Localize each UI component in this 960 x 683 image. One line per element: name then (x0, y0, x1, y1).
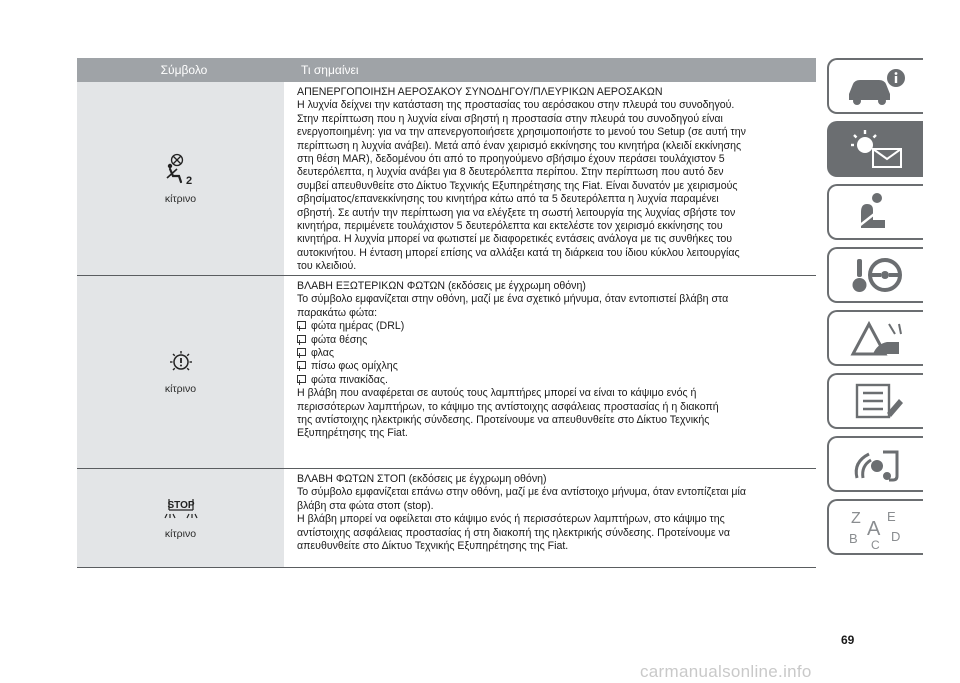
text-line: Στην περίπτωση που η λυχνία είναι σβηστή η προστασία στην πλευρά του συνοδηγού είναι (297, 112, 723, 125)
text-line: βλάβη στα φώτα στοπ (stop). (297, 499, 434, 512)
text-line: Το σύμβολο εμφανίζεται στην οθόνη, μαζί με ένα σχετικό μήνυμα, όταν εντοπιστεί βλάβη στα (297, 293, 729, 306)
meaning-cell (284, 469, 816, 567)
text-line: απευθυνθείτε στο Δίκτυο Τεχνικής Εξυπηρέτησης της Fiat. (297, 540, 569, 553)
row-title: ΒΛΑΒΗ ΦΩΤΩΝ ΣΤΟΠ (εκδόσεις με έγχρωμη οθόνη) (297, 473, 547, 485)
chapter-tabs (827, 58, 923, 562)
header-meaning: Τι σημαίνει (301, 63, 359, 77)
svg-text:C: C (871, 538, 880, 549)
text-line: αυτοκινήτου. Η ένταση μπορεί επίσης να αλλάξει κατά τη διάρκεια του ίδιου κύκλου λειτουργίας (297, 246, 740, 259)
text-line: του κλειδιού. (297, 260, 357, 273)
watermark: carmanualsonline.info (640, 662, 812, 681)
bullet-icon (297, 375, 306, 383)
list-item: πίσω φως ομίχλης (297, 360, 812, 373)
symbol-cell (77, 82, 284, 275)
hazard-emergency-icon (843, 316, 909, 360)
meaning-cell (284, 82, 816, 275)
tab-index[interactable] (827, 499, 923, 555)
multimedia-satellite-icon (843, 442, 909, 486)
airbag-off-passenger-icon (164, 152, 198, 191)
list-item: φώτα ημέρας (DRL) (297, 320, 812, 333)
svg-text:2: 2 (185, 175, 192, 186)
stop-lights-failure-icon (161, 497, 201, 526)
bullet-icon (297, 335, 306, 343)
stop-icon-label: STOP (166, 499, 195, 511)
meaning-cell (284, 276, 816, 468)
bullet-icon (297, 348, 306, 356)
text-line: περισσότερων λαμπτήρων, το κάψιμο της αντίστοιχης ασφάλειας προστασίας ή η διακοπή (297, 400, 719, 413)
warning-lights-table (77, 58, 816, 568)
text-line: Το σύμβολο εμφανίζεται επάνω στην οθόνη, μαζί με ένα αντίστοιχο μήνυμα, όταν εντοπίζεται μία (297, 486, 746, 499)
svg-text:E: E (887, 509, 896, 524)
text-line: Η βλάβη μπορεί να οφείλεται στο κάψιμο ενός ή περισσότερων λαμπτήρων, στο κάψιμο της (297, 513, 725, 526)
bullet-icon (297, 321, 306, 329)
tab-multimedia[interactable] (827, 436, 923, 492)
svg-text:Z: Z (851, 510, 861, 527)
warning-light-message-icon (843, 127, 909, 171)
car-info-icon (843, 64, 909, 108)
list-item: φλας (297, 347, 812, 360)
text-line: ενεργοποιημένη: για να την απενεργοποιήσετε χρησιμοποιήστε το μενού του Setup (σε αυτή την (297, 126, 746, 139)
tab-maintenance[interactable] (827, 373, 923, 429)
table-row (77, 276, 816, 469)
seat-safety-icon (843, 190, 909, 234)
tab-starting-driving[interactable] (827, 247, 923, 303)
list-item: φώτα θέσης (297, 334, 812, 347)
svg-text:D: D (891, 529, 901, 544)
tab-safety[interactable] (827, 184, 923, 240)
symbol-cell (77, 469, 284, 567)
symbol-cell (77, 276, 284, 468)
text-line: Εξυπηρέτησης της Fiat. (297, 427, 408, 440)
tab-car-info[interactable] (827, 58, 923, 114)
text-line: παρακάτω φώτα: (297, 306, 378, 319)
text-line: σβηστή. Σε αυτήν την περίπτωση για να ελέγξετε τη σωστή λειτουργία της λυχνίας σβήστε τον (297, 206, 736, 219)
svg-text:A: A (867, 518, 881, 540)
page-number: 69 (841, 633, 855, 647)
text-line: κινητήρα, περιμένετε τουλάχιστον 5 δευτερόλεπτα και εκτελέστε τον χειρισμό εκκίνησης του (297, 220, 723, 233)
color-label: κίτρινο (164, 527, 197, 540)
alphabetical-index-icon (843, 505, 909, 549)
tab-warning-lights[interactable] (827, 121, 923, 177)
row-title: ΑΠΕΝΕΡΓΟΠΟΙΗΣΗ ΑΕΡΟΣΑΚΟΥ ΣΥΝΟΔΗΓΟΥ/ΠΛΕΥΡΙΚΩΝ ΑΕΡΟΣΑΚΩΝ (297, 86, 663, 98)
text-line: περίπτωση η λυχνία ανάβει). Μετά από έναν χειρισμό εκκίνησης του κινητήρα (κλειδί εκκίνησης (297, 139, 742, 152)
text-line: Η λυχνία δείχνει την κατάσταση της προστασίας του αερόσακου στην πλευρά του συνοδηγού. (297, 99, 735, 112)
text-line: συμβεί απευθυνθείτε στο Δίκτυο Τεχνικής Εξυπηρέτησης της Fiat. Είναι δυνατόν με χειρισμούς (297, 179, 738, 192)
list-item: φώτα πινακίδας. (297, 374, 812, 387)
key-steering-wheel-icon (843, 253, 909, 297)
text-line: κινητήρα. Η λυχνία μπορεί να φωτιστεί με διαφορετικές εντάσεις ανάλογα με τις συνθήκες του (297, 233, 733, 246)
text-line: Η βλάβη που αναφέρεται σε αυτούς τους λαμπτήρες μπορεί να είναι το κάψιμο ενός ή (297, 387, 697, 400)
text-line: στη θέση MAR), δεδομένου ότι από το προηγούμενο σβήσιμο έχουν περάσει τουλάχιστον 5 (297, 153, 725, 166)
color-label: κίτρινο (164, 382, 197, 395)
text-line: της αντίστοιχης ηλεκτρικής σύνδεσης. Προτείνουμε να απευθυνθείτε στο Δίκτυο Τεχνικής (297, 414, 710, 427)
bullet-icon (297, 361, 306, 369)
text-line: αντίστοιχης ασφάλειας προστασίας ή στη διακοπή της ηλεκτρικής σύνδεσης. Προτείνουμε να (297, 526, 730, 539)
table-row (77, 469, 816, 568)
text-line: σβησίματος/επανεκκίνησης του κινητήρα κάτω από τα 5 δευτερόλεπτα η λυχνία παραμένει (297, 193, 719, 206)
row-title: ΒΛΑΒΗ ΕΞΩΤΕΡΙΚΩΝ ΦΩΤΩΝ (εκδόσεις με έγχρωμη οθόνη) (297, 280, 586, 292)
tab-emergency[interactable] (827, 310, 923, 366)
exterior-lights-failure-icon (165, 350, 197, 381)
maintenance-list-icon (843, 379, 909, 423)
svg-text:B: B (849, 531, 858, 546)
text-line: δευτερόλεπτα, η λυχνία ανάβει για 8 δευτερόλεπτα περίπου. Στην περίπτωση που αυτό δεν (297, 166, 724, 179)
color-label: κίτρινο (164, 193, 197, 205)
header-symbol: Σύμβολο (160, 63, 208, 77)
table-row (77, 82, 816, 276)
table-header (77, 58, 816, 82)
